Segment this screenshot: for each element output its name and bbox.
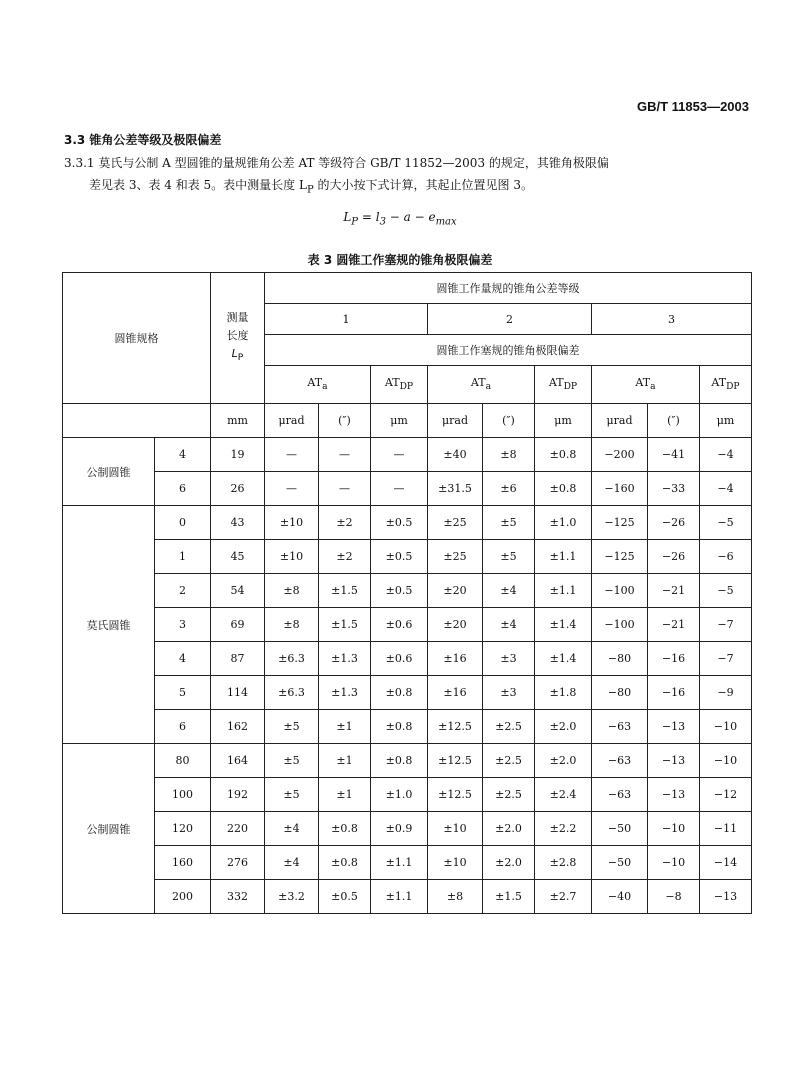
deviation-cell: ±5 <box>265 778 319 812</box>
header-at-dp-2 <box>535 366 592 404</box>
spec-number-cell: 120 <box>155 812 211 846</box>
deviation-cell: −6 <box>700 540 752 574</box>
deviation-cell: — <box>265 472 319 506</box>
deviation-cell: −7 <box>700 642 752 676</box>
deviation-cell: −13 <box>700 880 752 914</box>
table-row <box>63 642 752 676</box>
at-a-label: AT <box>470 376 486 390</box>
deviation-cell: ±0.8 <box>371 676 428 710</box>
deviation-cell: −80 <box>592 676 648 710</box>
deviation-cell: ±1.5 <box>319 608 371 642</box>
unit-cell: μrad <box>428 404 483 438</box>
deviation-cell: ±1 <box>319 744 371 778</box>
deviation-cell: ±20 <box>428 574 483 608</box>
spec-number-cell: 4 <box>155 642 211 676</box>
deviation-cell: −40 <box>592 880 648 914</box>
unit-cell: μrad <box>265 404 319 438</box>
deviation-cell: ±0.8 <box>319 812 371 846</box>
deviation-cell: ±16 <box>428 642 483 676</box>
deviation-cell: ±1.0 <box>371 778 428 812</box>
deviation-cell: ±8 <box>483 438 535 472</box>
unit-cell: (″) <box>319 404 371 438</box>
at-dp-sub: DP <box>563 381 578 393</box>
at-a-sub: a <box>485 381 492 393</box>
deviation-cell: −125 <box>592 540 648 574</box>
deviation-cell: −5 <box>700 506 752 540</box>
table-caption: 表 3 圆锥工作塞规的锥角极限偏差 <box>307 253 493 267</box>
deviation-cell: −26 <box>648 540 700 574</box>
deviation-cell: ±2 <box>319 540 371 574</box>
deviation-cell: −100 <box>592 574 648 608</box>
deviation-cell: ±1.5 <box>319 574 371 608</box>
deviation-cell: ±3 <box>483 676 535 710</box>
header-at-a-2 <box>428 366 535 404</box>
deviation-cell: ±1.8 <box>535 676 592 710</box>
table-row <box>63 812 752 846</box>
table-row <box>63 438 752 472</box>
spec-number-cell: 4 <box>155 438 211 472</box>
table-row <box>63 778 752 812</box>
deviation-cell: ±2.0 <box>535 744 592 778</box>
deviation-cell: −7 <box>700 608 752 642</box>
deviation-cell: −33 <box>648 472 700 506</box>
at-a-sub: a <box>322 381 328 393</box>
deviation-cell: ±1 <box>319 778 371 812</box>
deviation-cell: −125 <box>592 506 648 540</box>
deviation-cell: −26 <box>648 506 700 540</box>
header-at-a-3 <box>592 366 700 404</box>
deviation-cell: ±1.5 <box>483 880 535 914</box>
deviation-cell: ±6 <box>483 472 535 506</box>
deviation-cell: ±10 <box>428 812 483 846</box>
deviation-cell: ±5 <box>483 506 535 540</box>
group-name-cell: 公制圆锥 <box>63 438 155 506</box>
spec-number-cell: 6 <box>155 710 211 744</box>
spec-number-cell: 80 <box>155 744 211 778</box>
deviation-cell: −4 <box>700 472 752 506</box>
deviation-cell: — <box>371 472 428 506</box>
deviation-cell: ±10 <box>428 846 483 880</box>
deviation-cell: −50 <box>592 812 648 846</box>
at-dp-sub: DP <box>399 381 414 393</box>
deviation-cell: −63 <box>592 710 648 744</box>
length-cell: 192 <box>211 778 265 812</box>
deviation-cell: ±3.2 <box>265 880 319 914</box>
header-length <box>211 273 265 404</box>
deviation-cell: −16 <box>648 676 700 710</box>
unit-cell: μm <box>700 404 752 438</box>
deviation-cell: ±1.1 <box>535 574 592 608</box>
length-cell: 43 <box>211 506 265 540</box>
deviation-cell: −13 <box>648 744 700 778</box>
deviation-cell: −21 <box>648 608 700 642</box>
deviation-cell: ±3 <box>483 642 535 676</box>
table-row <box>63 710 752 744</box>
deviation-cell: ±0.9 <box>371 812 428 846</box>
deviation-cell: ±0.6 <box>371 642 428 676</box>
deviation-cell: −12 <box>700 778 752 812</box>
header-length-sub: P <box>237 352 244 364</box>
paragraph-line-2 <box>64 174 754 201</box>
deviation-cell: ±1.3 <box>319 676 371 710</box>
deviation-cell: ±8 <box>265 608 319 642</box>
formula <box>0 210 800 227</box>
deviation-cell: ±1.1 <box>371 846 428 880</box>
length-cell: 114 <box>211 676 265 710</box>
table-row <box>63 506 752 540</box>
deviation-cell: ±0.8 <box>371 710 428 744</box>
deviation-cell: ±1.4 <box>535 642 592 676</box>
header-deviation-group: 圆锥工作塞规的锥角极限偏差 <box>265 335 752 366</box>
deviation-cell: ±10 <box>265 540 319 574</box>
deviation-cell: ±2.5 <box>483 744 535 778</box>
deviation-cell: ±8 <box>428 880 483 914</box>
table-row <box>63 540 752 574</box>
deviation-cell: ±2.5 <box>483 710 535 744</box>
length-cell: 45 <box>211 540 265 574</box>
deviation-cell: ±12.5 <box>428 744 483 778</box>
deviation-cell: ±2.0 <box>535 710 592 744</box>
deviation-cell: −41 <box>648 438 700 472</box>
length-cell: 19 <box>211 438 265 472</box>
deviation-cell: −160 <box>592 472 648 506</box>
spec-number-cell: 160 <box>155 846 211 880</box>
deviation-cell: −63 <box>592 778 648 812</box>
deviation-cell: −80 <box>592 642 648 676</box>
deviation-cell: ±10 <box>265 506 319 540</box>
deviation-cell: ±20 <box>428 608 483 642</box>
at-a-sub: a <box>650 381 656 393</box>
spec-number-cell: 1 <box>155 540 211 574</box>
deviation-cell: ±0.5 <box>371 574 428 608</box>
header-at-dp-1 <box>371 366 428 404</box>
formula-sub-2: 3 <box>379 216 386 228</box>
deviation-cell: ±2.0 <box>483 846 535 880</box>
deviation-cell: ±0.5 <box>371 540 428 574</box>
deviation-cell: ±2.2 <box>535 812 592 846</box>
at-dp-sub: DP <box>726 381 740 393</box>
deviation-cell: −50 <box>592 846 648 880</box>
deviation-cell: ±0.8 <box>319 846 371 880</box>
deviation-cell: −63 <box>592 744 648 778</box>
formula-lhs: L <box>343 210 352 224</box>
deviation-cell: −16 <box>648 642 700 676</box>
length-cell: 87 <box>211 642 265 676</box>
spec-number-cell: 0 <box>155 506 211 540</box>
deviation-cell: ±2.0 <box>483 812 535 846</box>
units-row <box>63 404 752 438</box>
unit-cell: μm <box>371 404 428 438</box>
header-length-line-1: 测量 <box>226 310 249 324</box>
spec-number-cell: 3 <box>155 608 211 642</box>
deviation-cell: −10 <box>700 710 752 744</box>
deviation-cell: −10 <box>700 744 752 778</box>
formula-lhs-sub: P <box>351 216 359 228</box>
unit-cell: mm <box>211 404 265 438</box>
deviation-cell: ±4 <box>483 608 535 642</box>
deviation-cell: ±4 <box>265 812 319 846</box>
deviation-cell: ±6.3 <box>265 676 319 710</box>
length-cell: 220 <box>211 812 265 846</box>
deviation-cell: −10 <box>648 812 700 846</box>
deviation-cell: ±1.0 <box>535 506 592 540</box>
deviation-cell: −8 <box>648 880 700 914</box>
deviation-cell: ±8 <box>265 574 319 608</box>
deviation-cell: ±1.1 <box>371 880 428 914</box>
deviation-cell: ±0.8 <box>535 472 592 506</box>
header-at-dp-3 <box>700 366 752 404</box>
length-cell: 332 <box>211 880 265 914</box>
formula-part-2: − a − e <box>385 210 436 224</box>
table-row <box>63 472 752 506</box>
at-dp-label: AT <box>548 376 564 390</box>
deviation-cell: — <box>265 438 319 472</box>
at-a-label: AT <box>635 376 651 390</box>
paragraph-line-2-rest: 的大小按下式计算，其起止位置见图 3。 <box>313 178 533 192</box>
section-paragraph <box>64 152 754 201</box>
length-cell: 162 <box>211 710 265 744</box>
spec-number-cell: 200 <box>155 880 211 914</box>
section-heading: 3.3 锥角公差等级及极限偏差 <box>64 133 222 147</box>
spec-number-cell: 5 <box>155 676 211 710</box>
deviation-cell: ±2.5 <box>483 778 535 812</box>
spec-number-cell: 6 <box>155 472 211 506</box>
deviation-cell: −13 <box>648 778 700 812</box>
deviation-cell: ±6.3 <box>265 642 319 676</box>
header-grade-1: 1 <box>265 304 428 335</box>
deviation-cell: — <box>319 472 371 506</box>
table-row <box>63 608 752 642</box>
spec-number-cell: 100 <box>155 778 211 812</box>
deviation-cell: ±31.5 <box>428 472 483 506</box>
standard-code: GB/T 11853—2003 <box>636 99 749 114</box>
unit-cell: μrad <box>592 404 648 438</box>
length-cell: 26 <box>211 472 265 506</box>
table-row <box>63 846 752 880</box>
deviation-cell: −100 <box>592 608 648 642</box>
length-cell: 69 <box>211 608 265 642</box>
deviation-cell: −21 <box>648 574 700 608</box>
deviation-cell: −13 <box>648 710 700 744</box>
paragraph-line-2-sub: P <box>306 184 314 196</box>
at-dp-label: AT <box>711 376 727 390</box>
deviation-cell: ±0.8 <box>371 744 428 778</box>
deviation-cell: −200 <box>592 438 648 472</box>
deviation-cell: ±1.3 <box>319 642 371 676</box>
deviation-table <box>62 272 752 914</box>
deviation-cell: ±2.4 <box>535 778 592 812</box>
deviation-cell: −4 <box>700 438 752 472</box>
paragraph-line-2-text: 差见表 3、表 4 和表 5。表中测量长度 L <box>89 178 307 192</box>
formula-part: = l <box>358 210 380 224</box>
deviation-cell: ±25 <box>428 540 483 574</box>
table-row <box>63 880 752 914</box>
deviation-cell: −9 <box>700 676 752 710</box>
deviation-cell: — <box>319 438 371 472</box>
deviation-cell: ±4 <box>483 574 535 608</box>
deviation-cell: ±0.5 <box>371 506 428 540</box>
formula-sub-3: max <box>435 216 457 228</box>
deviation-cell: ±4 <box>265 846 319 880</box>
paragraph-line-1: 3.3.1 莫氏与公制 A 型圆锥的量规锥角公差 AT 等级符合 GB/T 11852—2003 的规定，其锥角极限偏 <box>64 156 609 170</box>
unit-cell: (″) <box>648 404 700 438</box>
deviation-cell: ±5 <box>265 744 319 778</box>
deviation-cell: ±1.4 <box>535 608 592 642</box>
unit-cell: μm <box>535 404 592 438</box>
header-grade-2: 2 <box>428 304 592 335</box>
deviation-cell: −5 <box>700 574 752 608</box>
group-name-cell: 公制圆锥 <box>63 744 155 914</box>
unit-cell: (″) <box>483 404 535 438</box>
table-row <box>63 744 752 778</box>
deviation-cell: ±1 <box>319 710 371 744</box>
deviation-cell: ±2.8 <box>535 846 592 880</box>
length-cell: 164 <box>211 744 265 778</box>
group-name-cell: 莫氏圆锥 <box>63 506 155 744</box>
length-cell: 54 <box>211 574 265 608</box>
length-cell: 276 <box>211 846 265 880</box>
deviation-cell: ±0.6 <box>371 608 428 642</box>
at-dp-label: AT <box>384 376 400 390</box>
deviation-cell: — <box>371 438 428 472</box>
deviation-cell: −11 <box>700 812 752 846</box>
header-length-symbol: L <box>231 346 238 360</box>
deviation-cell: ±12.5 <box>428 778 483 812</box>
header-at-a-1 <box>265 366 371 404</box>
table-row <box>63 676 752 710</box>
spec-number-cell: 2 <box>155 574 211 608</box>
at-a-label: AT <box>307 376 323 390</box>
deviation-cell: ±12.5 <box>428 710 483 744</box>
header-length-line-2: 长度 <box>226 328 249 342</box>
deviation-cell: ±0.8 <box>535 438 592 472</box>
header-grade-group: 圆锥工作量规的锥角公差等级 <box>265 273 752 304</box>
deviation-cell: −14 <box>700 846 752 880</box>
deviation-cell: ±16 <box>428 676 483 710</box>
deviation-cell: ±2 <box>319 506 371 540</box>
table-row <box>63 574 752 608</box>
deviation-cell: ±0.5 <box>319 880 371 914</box>
deviation-cell: ±2.7 <box>535 880 592 914</box>
deviation-cell: ±25 <box>428 506 483 540</box>
deviation-cell: ±5 <box>265 710 319 744</box>
header-grade-3: 3 <box>592 304 752 335</box>
deviation-cell: ±5 <box>483 540 535 574</box>
deviation-cell: ±1.1 <box>535 540 592 574</box>
deviation-cell: −10 <box>648 846 700 880</box>
units-spacer <box>63 404 211 438</box>
header-spec: 圆锥规格 <box>63 273 211 404</box>
deviation-cell: ±40 <box>428 438 483 472</box>
